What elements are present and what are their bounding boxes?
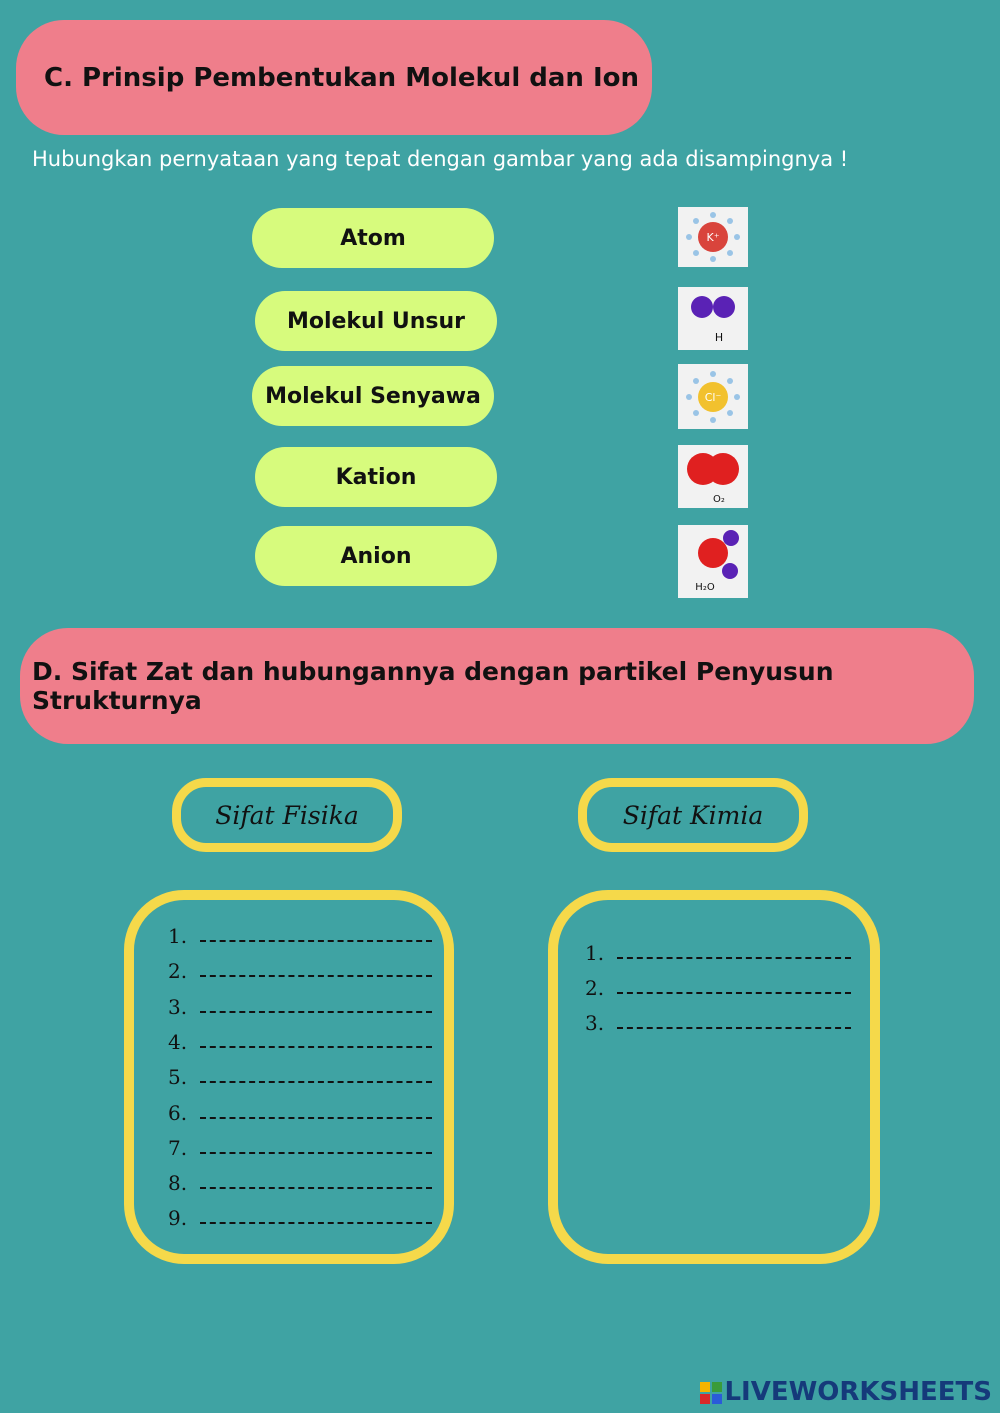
physical-answer-line[interactable] [168,1030,432,1054]
term-kation[interactable]: Kation [255,447,497,507]
chemical-answer-line[interactable] [585,941,851,965]
physical-line-number: 1. [168,924,188,948]
physical-dotted-blank[interactable] [200,975,432,977]
water-molecule-label: H₂O [695,581,715,593]
liveworksheets-logo-icon [700,1381,722,1403]
instruction-text: Hubungkan pernyataan yang tepat dengan gambar yang ada disampingnya ! [32,147,849,171]
hydrogen-molecule-label: H [714,330,724,344]
chemical-dotted-blank[interactable] [617,957,851,959]
physical-answer-line[interactable] [168,1065,432,1089]
oxygen-molecule-icon[interactable] [678,445,748,508]
term-molekul-unsur[interactable]: Molekul Unsur [255,291,497,351]
physical-answer-line[interactable] [168,959,432,983]
physical-dotted-blank[interactable] [200,1117,432,1119]
chemical-dotted-blank[interactable] [617,1027,851,1029]
chloride-ion-label: Cl⁻ [704,390,722,404]
chemical-answer-line[interactable] [585,976,851,1000]
potassium-ion-label: K⁺ [706,231,720,244]
physical-line-number: 6. [168,1100,188,1125]
potassium-ion-icon[interactable] [678,207,748,267]
oxygen-molecule-label: O₂ [713,493,725,505]
chemical-line-number: 3. [585,1011,605,1035]
physical-dotted-blank[interactable] [200,1187,432,1189]
chemical-line-number: 1. [585,941,605,965]
physical-dotted-blank[interactable] [200,1222,432,1224]
liveworksheets-brand [700,1377,992,1407]
chemical-answer-line[interactable] [585,1011,851,1035]
physical-answer-line[interactable] [168,1171,432,1195]
sifat-kimia-label-box [578,778,808,852]
physical-line-number: 5. [168,1065,188,1090]
chloride-ion-icon[interactable] [678,364,748,429]
physical-dotted-blank[interactable] [200,1046,432,1048]
sifat-fisika-label-box [172,778,402,852]
section-d-banner [20,628,974,744]
physical-dotted-blank[interactable] [200,1081,432,1083]
physical-dotted-blank[interactable] [200,1152,432,1154]
hydrogen-molecule-icon[interactable] [678,287,748,350]
water-molecule-icon[interactable] [678,525,748,598]
physical-line-number: 4. [168,1029,188,1054]
term-molekul-senyawa[interactable]: Molekul Senyawa [252,366,494,426]
sifat-fisika-label: Sifat Fisika [215,800,359,830]
physical-dotted-blank[interactable] [200,940,432,942]
physical-line-number: 9. [168,1206,188,1231]
physical-line-number: 7. [168,1135,188,1160]
chemical-dotted-blank[interactable] [617,992,851,994]
physical-line-number: 3. [168,994,188,1019]
physical-answer-line[interactable] [168,995,432,1019]
physical-answer-line[interactable] [168,924,432,948]
section-d-title: D. Sifat Zat dan hubungannya dengan partikel Penyusun Strukturnya [32,657,834,715]
physical-line-number: 2. [168,959,188,984]
liveworksheets-name: LIVEWORKSHEETS [724,1377,992,1407]
chemical-line-number: 2. [585,976,605,1000]
physical-answer-line[interactable] [168,1101,432,1125]
physical-answer-line[interactable] [168,1136,432,1160]
physical-answer-line[interactable] [168,1206,432,1230]
sifat-kimia-label: Sifat Kimia [622,800,764,830]
term-anion[interactable]: Anion [255,526,497,586]
section-c-banner [16,20,652,135]
term-atom[interactable]: Atom [252,208,494,268]
physical-dotted-blank[interactable] [200,1011,432,1013]
physical-line-number: 8. [168,1171,188,1196]
section-c-title: C. Prinsip Pembentukan Molekul dan Ion [44,62,640,93]
